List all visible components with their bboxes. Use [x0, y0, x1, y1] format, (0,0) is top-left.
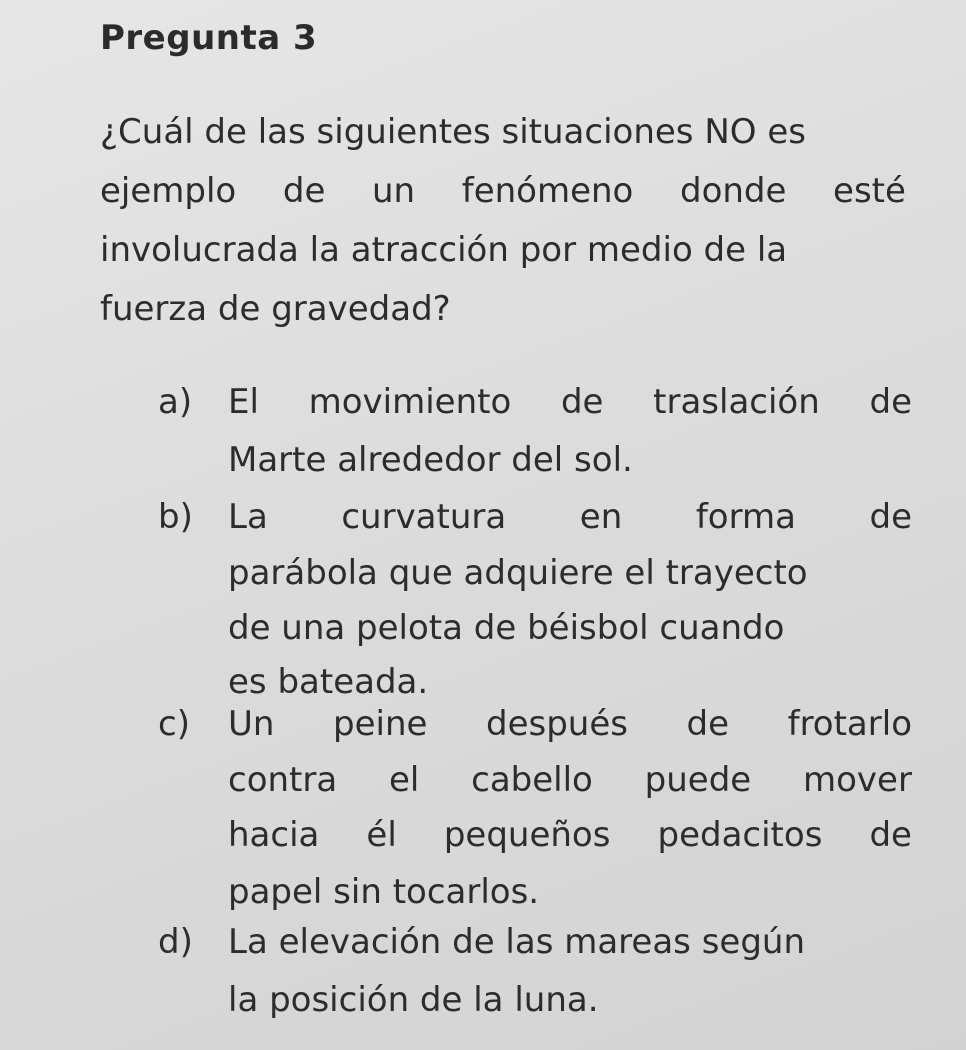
word: puede	[644, 760, 752, 800]
word: pedacitos	[657, 815, 823, 855]
option-text-line	[228, 760, 912, 800]
word: fenómeno	[461, 171, 634, 211]
word: cabello	[471, 760, 593, 800]
word: movimiento	[308, 382, 512, 422]
question-title: Pregunta 3	[100, 18, 318, 58]
question-prompt-line: ¿Cuál de las siguientes situaciones NO es	[100, 112, 806, 152]
word: ejemplo	[100, 171, 237, 211]
word: el	[388, 760, 420, 800]
word: traslación	[653, 382, 820, 422]
word: donde	[679, 171, 787, 211]
option-text-line	[228, 704, 912, 744]
option-text-line: Marte alrededor del sol.	[228, 440, 633, 480]
option-text-line	[228, 382, 912, 422]
word: curvatura	[341, 497, 507, 537]
option-text-line	[228, 815, 912, 855]
word: Un	[228, 704, 275, 744]
word: mover	[803, 760, 912, 800]
option-label: c)	[158, 704, 190, 744]
word: de	[869, 382, 912, 422]
word: de	[560, 382, 604, 422]
word: hacia	[228, 815, 320, 855]
word: peine	[333, 704, 428, 744]
option-text-line: de una pelota de béisbol cuando	[228, 608, 785, 648]
option-text-line: papel sin tocarlos.	[228, 872, 540, 912]
word: él	[366, 815, 397, 855]
option-label: b)	[158, 497, 193, 537]
option-label: a)	[158, 382, 193, 422]
question-prompt-line: involucrada la atracción por medio de la	[100, 230, 788, 270]
word: La	[228, 497, 268, 537]
word: forma	[695, 497, 796, 537]
word: de	[282, 171, 326, 211]
word: frotarlo	[787, 704, 912, 744]
question-prompt-line	[100, 171, 906, 211]
word: pequeños	[443, 815, 611, 855]
option-label: d)	[158, 922, 193, 962]
word: de	[686, 704, 730, 744]
option-text-line: parábola que adquiere el trayecto	[228, 553, 808, 593]
option-text-line	[228, 497, 912, 537]
word: de	[869, 815, 912, 855]
option-text-line: la posición de la luna.	[228, 980, 599, 1020]
word: esté	[833, 171, 906, 211]
word: en	[579, 497, 623, 537]
word: un	[371, 171, 416, 211]
word: contra	[228, 760, 338, 800]
option-text-line: La elevación de las mareas según	[228, 922, 806, 962]
word: de	[869, 497, 912, 537]
word: El	[228, 382, 259, 422]
question-prompt-line: fuerza de gravedad?	[100, 289, 451, 329]
option-text-line: es bateada.	[228, 662, 429, 702]
word: después	[485, 704, 628, 744]
